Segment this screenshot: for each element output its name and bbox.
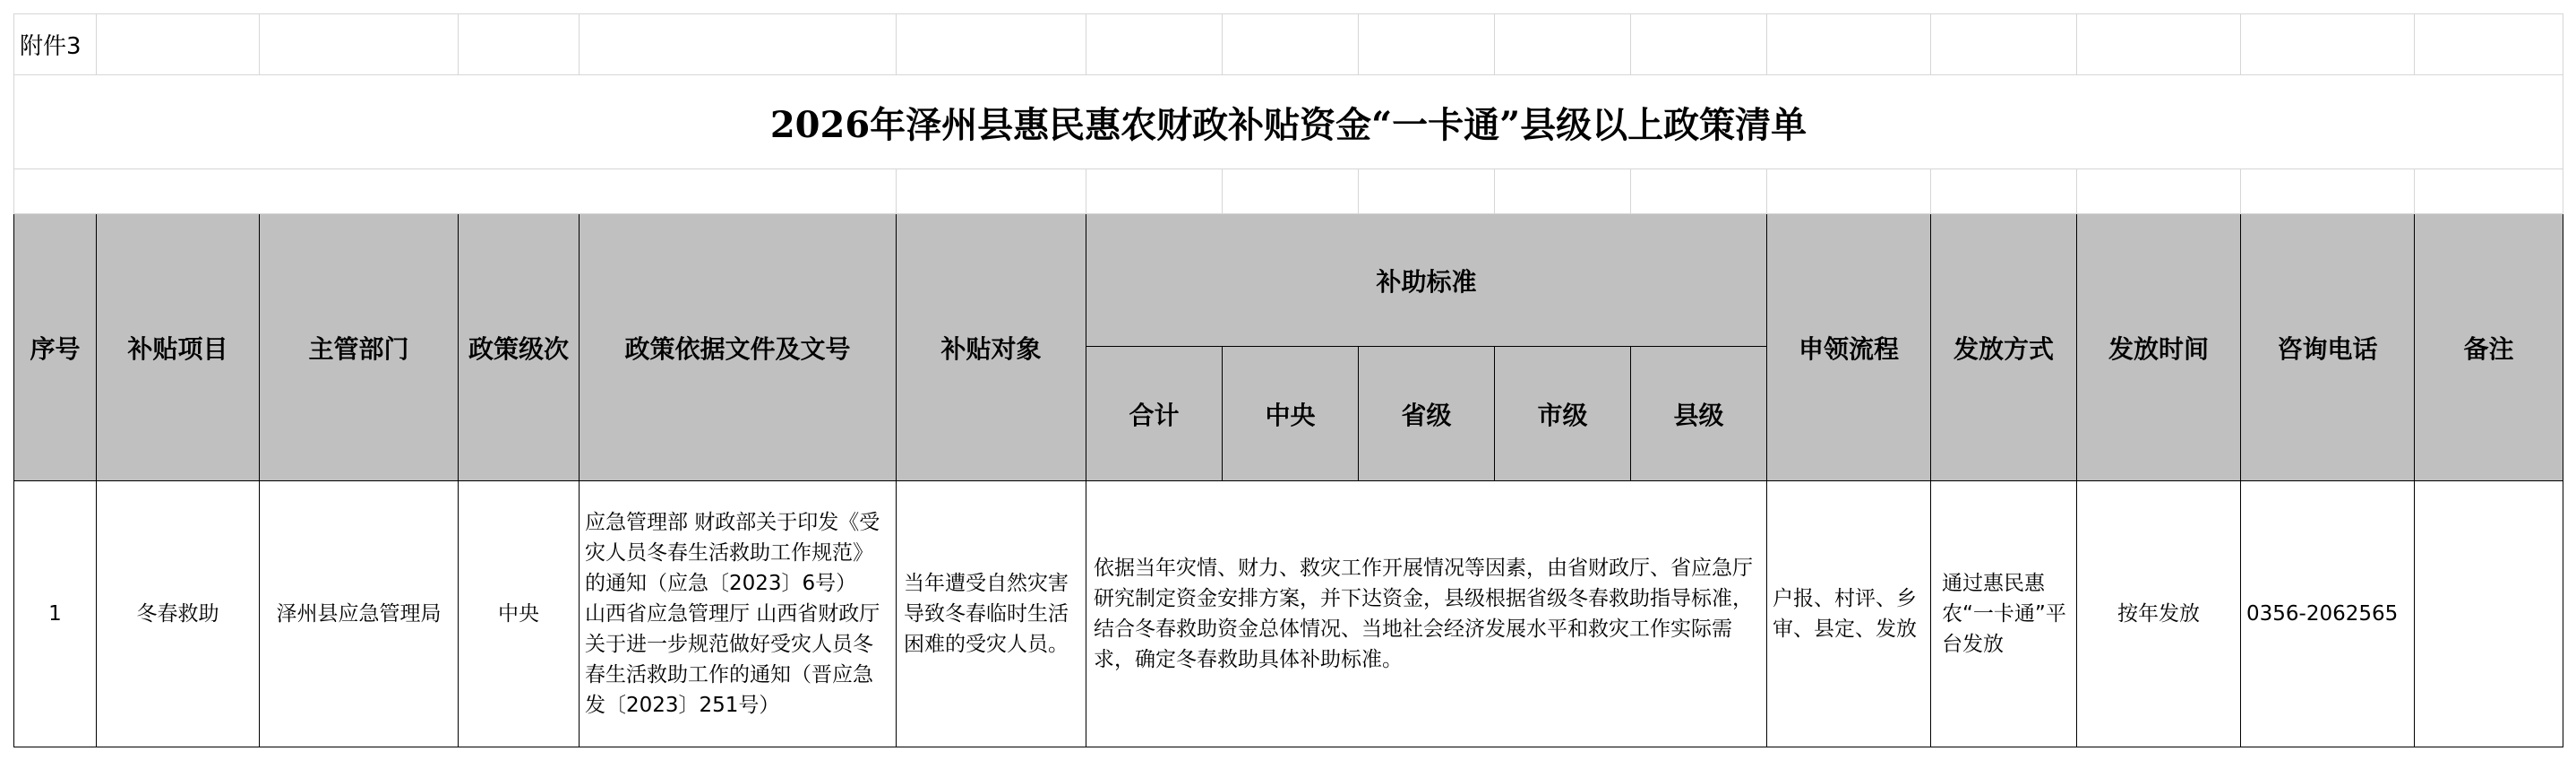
empty-cell[interactable] (1767, 14, 1931, 75)
cell-remark[interactable] (2415, 481, 2563, 747)
page-title: 2026年泽州县惠民惠农财政补贴资金“一卡通”县级以上政策清单 (769, 103, 1807, 146)
cell-process[interactable]: 户报、村评、乡审、县定、发放 (1767, 481, 1931, 747)
header-std-total[interactable]: 合计 (1086, 347, 1223, 481)
header-standard[interactable]: 补助标准 (1086, 214, 1767, 347)
header-seq[interactable]: 序号 (14, 214, 97, 481)
empty-cell[interactable] (1931, 14, 2077, 75)
header-phone[interactable]: 咨询电话 (2241, 214, 2415, 481)
empty-cell[interactable] (1931, 169, 2077, 214)
cell-method[interactable]: 通过惠民惠农“一卡通”平台发放 (1931, 481, 2077, 747)
empty-cell[interactable] (97, 14, 260, 75)
header-std-county[interactable]: 县级 (1631, 347, 1767, 481)
empty-cell[interactable] (2241, 14, 2415, 75)
header-std-central[interactable]: 中央 (1223, 347, 1359, 481)
header-department[interactable]: 主管部门 (260, 214, 459, 481)
empty-cell[interactable] (1767, 169, 1931, 214)
cell-basis[interactable]: 应急管理部 财政部关于印发《受灾人员冬春生活救助工作规范》的通知（应急〔2023〕6号） 山西省应急管理厅 山西省财政厅关于进一步规范做好受灾人员冬春生活救助工作的通知（晋应急发〔2023〕251号） (580, 481, 897, 747)
header-std-province[interactable]: 省级 (1359, 347, 1495, 481)
cell-standard[interactable]: 依据当年灾情、财力、救灾工作开展情况等因素，由省财政厅、省应急厅研究制定资金安排方案，并下达资金，县级根据省级冬春救助指导标准，结合冬春救助资金总体情况、当地社会经济发展水平和救灾工作实际需求，确定冬春救助具体补助标准。 (1086, 481, 1767, 747)
table-row (14, 481, 2563, 747)
header-target[interactable]: 补贴对象 (897, 214, 1086, 481)
sheet-row-annex (14, 14, 2563, 75)
sheet-row-spacer (14, 169, 2563, 214)
cell-seq[interactable]: 1 (14, 481, 97, 747)
policy-spreadsheet (13, 13, 2563, 747)
empty-cell[interactable] (2241, 169, 2415, 214)
empty-cell[interactable] (1495, 169, 1631, 214)
cell-item[interactable]: 冬春救助 (97, 481, 260, 747)
empty-cell[interactable] (580, 14, 897, 75)
empty-cell[interactable] (1223, 169, 1359, 214)
header-level[interactable]: 政策级次 (459, 214, 580, 481)
header-basis[interactable]: 政策依据文件及文号 (580, 214, 897, 481)
cell-phone[interactable]: 0356-2062565 (2241, 481, 2415, 747)
empty-cell[interactable] (2415, 14, 2563, 75)
header-item[interactable]: 补贴项目 (97, 214, 260, 481)
empty-cell[interactable] (2077, 169, 2241, 214)
title-cell[interactable] (14, 75, 2563, 169)
sheet-row-title (14, 75, 2563, 169)
cell-time[interactable]: 按年发放 (2077, 481, 2241, 747)
cell-department[interactable]: 泽州县应急管理局 (260, 481, 459, 747)
header-time[interactable]: 发放时间 (2077, 214, 2241, 481)
empty-cell[interactable] (14, 169, 897, 214)
empty-cell[interactable] (1086, 169, 1223, 214)
header-row-1 (14, 214, 2563, 347)
empty-cell[interactable] (1495, 14, 1631, 75)
empty-cell[interactable] (1359, 14, 1495, 75)
empty-cell[interactable] (459, 14, 580, 75)
empty-cell[interactable] (260, 14, 459, 75)
header-std-city[interactable]: 市级 (1495, 347, 1631, 481)
empty-cell[interactable] (2077, 14, 2241, 75)
empty-cell[interactable] (897, 14, 1086, 75)
empty-cell[interactable] (1223, 14, 1359, 75)
cell-level[interactable]: 中央 (459, 481, 580, 747)
header-process[interactable]: 申领流程 (1767, 214, 1931, 481)
empty-cell[interactable] (897, 169, 1086, 214)
empty-cell[interactable] (1631, 14, 1767, 75)
cell-target[interactable]: 当年遭受自然灾害导致冬春临时生活困难的受灾人员。 (897, 481, 1086, 747)
header-method[interactable]: 发放方式 (1931, 214, 2077, 481)
empty-cell[interactable] (1359, 169, 1495, 214)
empty-cell[interactable] (1631, 169, 1767, 214)
header-remark[interactable]: 备注 (2415, 214, 2563, 481)
empty-cell[interactable] (2415, 169, 2563, 214)
annex-label: 附件3 (14, 14, 97, 75)
empty-cell[interactable] (1086, 14, 1223, 75)
